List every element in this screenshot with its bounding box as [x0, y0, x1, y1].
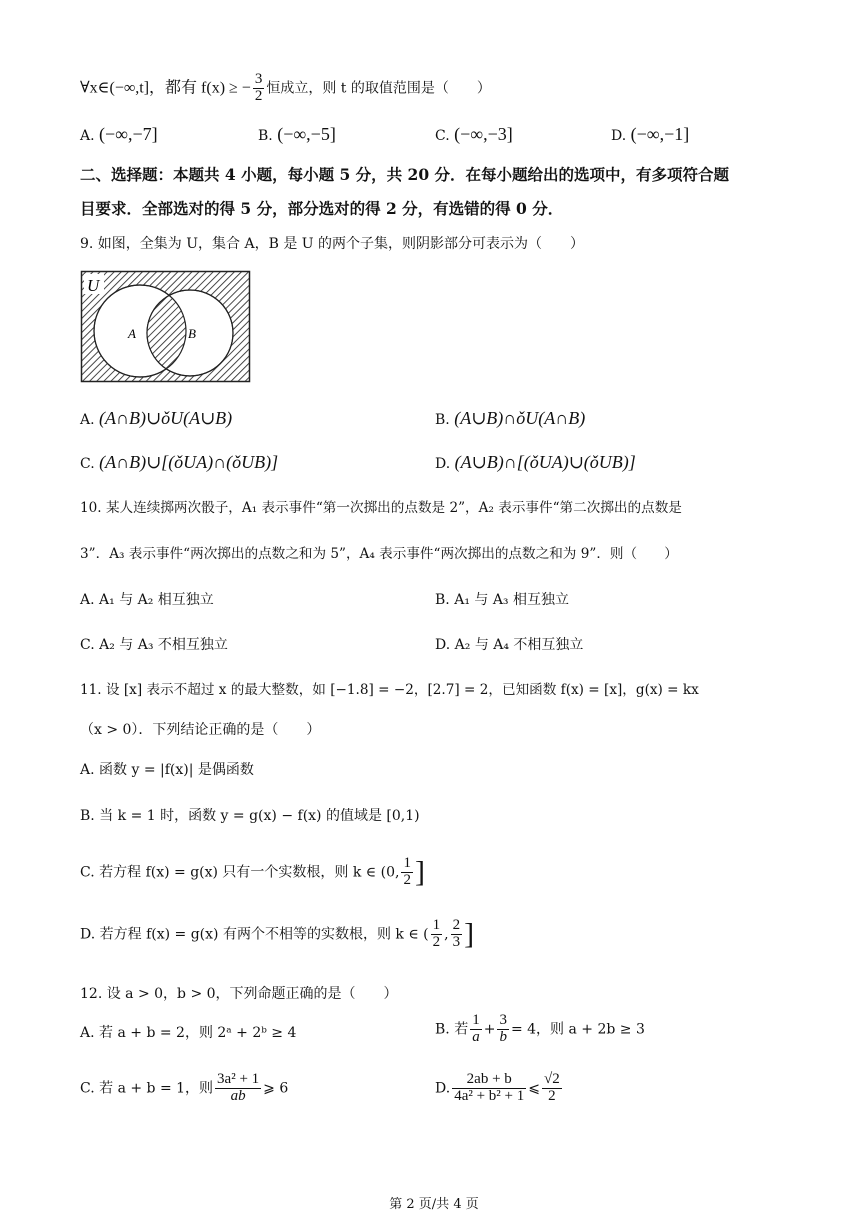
frac-num: 1 [403, 855, 411, 871]
option-b-prefix: B. 若 [435, 1021, 469, 1038]
q11-option-d [80, 918, 474, 951]
q11-stem-line2: （x > 0）．下列结论正确的是（ ） [80, 722, 321, 738]
q8-option-b [258, 124, 336, 146]
option-d-comma: , [444, 926, 449, 943]
q12-option-d [435, 1072, 564, 1105]
section-heading-line1: 二、选择题：本题共 4 小题，每小题 5 分，共 20 分．在每小题给出的选项中，有多项符合题 [80, 165, 730, 184]
q9-stem: 9. 如图，全集为 U，集合 A，B 是 U 的两个子集，则阴影部分可表示为（ ） [80, 236, 585, 252]
frac-den: 4a² + b² + 1 [454, 1087, 525, 1104]
option-d-suffix: ] [464, 917, 475, 951]
option-label: D. [435, 456, 451, 472]
q11-option-b: B. 当 k = 1 时，函数 y = g(x) − f(x) 的值域是 [0,1) [80, 808, 420, 824]
option-b-plus: + [483, 1021, 496, 1038]
option-text: A₁ 与 A₂ 相互独立 [99, 592, 214, 608]
option-label: B. [435, 412, 450, 428]
q9-option-b [435, 408, 585, 430]
q8-option-c [435, 124, 513, 146]
option-label: D. [611, 128, 627, 144]
frac-num: √2 [544, 1071, 560, 1087]
q9-option-c [80, 452, 278, 474]
option-text: (A∩B)∪ǒU(A∪B) [99, 408, 233, 428]
page-footer: 第 2 页/共 4 页 [389, 1197, 479, 1212]
q8-frac-den: 2 [254, 87, 263, 104]
venn-diagram [80, 270, 252, 384]
frac-den: a [472, 1028, 480, 1045]
universe-label: U [87, 276, 100, 295]
q10-stem-line1: 10. 某人连续掷两次骰子，A₁ 表示事件“第一次掷出的点数是 2”，A₂ 表示事件“第二次掷出的点数是 [80, 500, 682, 516]
frac-den: 2 [548, 1087, 556, 1104]
q8-option-d [611, 124, 689, 146]
option-d-fraction-1 [431, 918, 443, 951]
q11-stem-line1: 11. 设 [x] 表示不超过 x 的最大整数，如 [−1.8] = −2，[2.7] = 2，已知函数 f(x) = [x]，g(x) = kx [80, 682, 699, 698]
option-c-prefix: C. 若方程 f(x) = g(x) 只有一个实数根，则 k ∈ (0, [80, 864, 400, 881]
option-d-fraction [452, 1072, 526, 1105]
option-text: A₂ 与 A₃ 不相互独立 [99, 637, 228, 653]
frac-den: 2 [403, 871, 411, 888]
section-heading-line2: 目要求．全部选对的得 5 分，部分选对的得 2 分，有选错的得 0 分． [80, 199, 564, 218]
q10-option-d [435, 637, 583, 654]
option-text: A₂ 与 A₄ 不相互独立 [454, 637, 584, 653]
q12-option-c [80, 1072, 288, 1105]
frac-den: ab [230, 1087, 246, 1104]
frac-den: 3 [452, 933, 461, 950]
q10-option-c [80, 637, 228, 654]
option-c-prefix: C. 若 a + b = 1，则 [80, 1080, 214, 1097]
q10-option-b [435, 592, 569, 609]
option-d-prefix: D. 若方程 f(x) = g(x) 有两个不相等的实数根，则 k ∈ ( [80, 926, 429, 943]
option-b-fraction-2 [497, 1013, 509, 1046]
frac-num: 1 [472, 1012, 480, 1028]
option-c-fraction [215, 1072, 261, 1105]
option-label: C. [80, 637, 95, 653]
option-d-leq: ⩽ [528, 1080, 540, 1097]
q10-option-a [80, 592, 214, 609]
option-text: (−∞,−3] [454, 124, 513, 144]
set-a-label: A [128, 326, 136, 341]
q8-frac-num: 3 [254, 71, 263, 87]
option-label: A. [80, 128, 95, 144]
option-b-suffix: = 4，则 a + 2b ≥ 3 [510, 1021, 645, 1038]
option-c-suffix: ] [414, 855, 425, 889]
frac-num: 3 [499, 1012, 507, 1028]
option-text: A₁ 与 A₃ 相互独立 [454, 592, 569, 608]
q8-option-a [80, 124, 158, 146]
option-d-prefix: D. [435, 1080, 451, 1097]
option-label: C. [435, 128, 450, 144]
option-label: D. [435, 637, 451, 653]
option-text: (−∞,−5] [277, 124, 336, 144]
q9-option-d [435, 452, 636, 474]
option-label: A. [80, 592, 95, 608]
option-d-fraction-2 [451, 918, 463, 951]
option-label: A. [80, 412, 95, 428]
option-text: (−∞,−1] [630, 124, 690, 144]
q8-stem-prefix: ∀x∈(−∞,t]，都有 f(x) ≥ − [80, 79, 251, 97]
option-text: (A∪B)∩[(ǒUA)∪(ǒUB)] [454, 452, 636, 472]
q12-option-a: A. 若 a + b = 2，则 2ᵃ + 2ᵇ ≥ 4 [80, 1025, 297, 1041]
frac-num: 2 [452, 917, 461, 933]
option-label: B. [435, 592, 450, 608]
option-label: C. [80, 456, 95, 472]
frac-den: 2 [432, 933, 441, 950]
q8-fraction [253, 72, 265, 105]
option-text: (A∪B)∩ǒU(A∩B) [454, 408, 586, 428]
q11-option-a: A. 函数 y = |f(x)| 是偶函数 [80, 762, 254, 778]
frac-den: b [499, 1028, 507, 1045]
option-b-fraction-1 [470, 1013, 482, 1046]
q12-stem: 12. 设 a > 0，b > 0，下列命题正确的是（ ） [80, 986, 398, 1002]
frac-num: 3a² + 1 [217, 1071, 260, 1087]
q11-option-c [80, 856, 425, 889]
option-d-fraction-2 [542, 1072, 562, 1105]
frac-num: 1 [432, 917, 441, 933]
option-c-suffix: ⩾ 6 [263, 1080, 289, 1097]
frac-num: 2ab + b [452, 1072, 526, 1089]
q9-option-a [80, 408, 232, 430]
q8-stem [80, 72, 491, 105]
set-b-label: B [188, 326, 196, 341]
option-text: (A∩B)∪[(ǒUA)∩(ǒUB)] [99, 452, 279, 472]
q8-stem-suffix: 恒成立，则 t 的取值范围是（ ） [266, 80, 491, 97]
option-label: B. [258, 128, 273, 144]
q12-option-b [435, 1013, 645, 1046]
q10-stem-line2: 3”．A₃ 表示事件“两次掷出的点数之和为 5”，A₄ 表示事件“两次掷出的点数之和为 9”．则（ ） [80, 546, 678, 562]
option-text: (−∞,−7] [99, 124, 158, 144]
option-c-fraction [401, 856, 413, 889]
